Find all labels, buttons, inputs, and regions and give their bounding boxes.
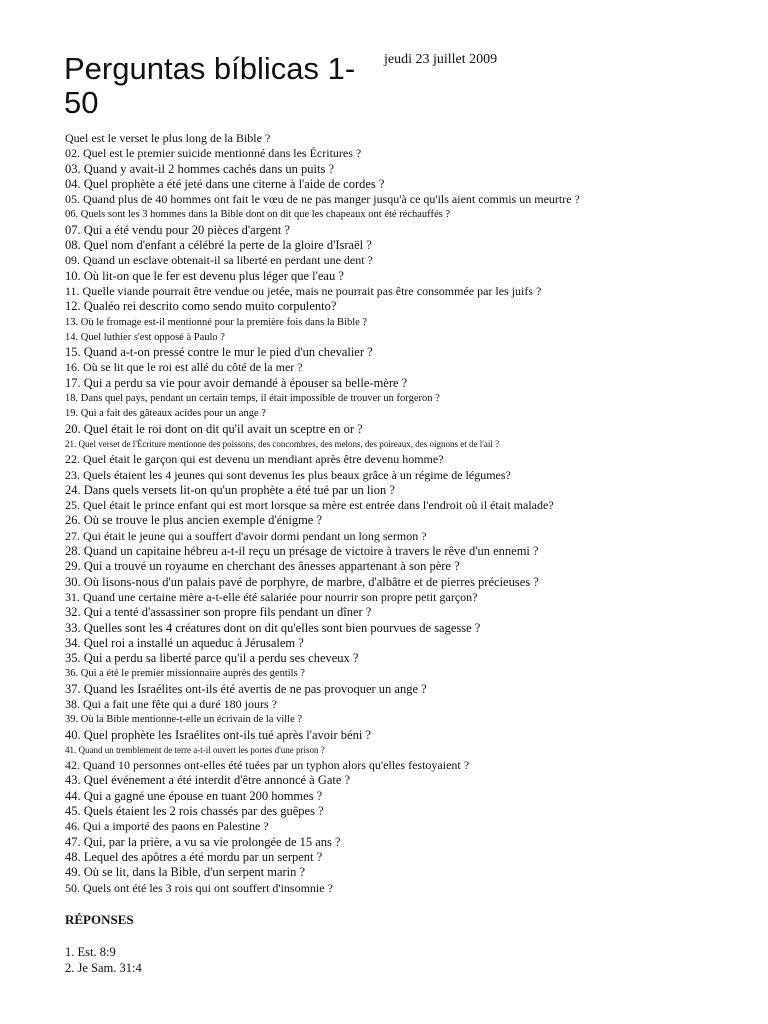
question-item: 26. Où se trouve le plus ancien exemple d'énigme ? <box>65 513 323 528</box>
question-item: 24. Dans quels versets lit-on qu'un prophète a été tué par un lion ? <box>65 482 395 497</box>
question-item: 21. Quel verset de l'Écriture mentionne des poissons, des concombres, des melons, des poireaux, des oignons et de l'ail ? <box>65 438 500 449</box>
page-title: Perguntas bíblicas 1-50 <box>64 51 356 120</box>
responses-heading: RÉPONSES <box>65 912 134 927</box>
question-item: 14. Quel luthier s'est opposé à Paulo ? <box>65 331 225 343</box>
question-item: 36. Qui a été le premier missionnaire auprès des gentils ? <box>65 668 305 680</box>
question-item: 11. Quelle viande pourrait être vendue ou jetée, mais ne pourrait pas être consommée par les juifs ? <box>65 283 542 298</box>
question-item: 40. Quel prophète les Israélites ont-ils tué après l'avoir béni ? <box>65 727 371 742</box>
question-item: 20. Quel était le roi dont on dit qu'il avait un sceptre en or ? <box>65 421 363 436</box>
question-item: 10. Où lit-on que le fer est devenu plus léger que l'eau ? <box>65 268 344 283</box>
answer-list <box>65 944 142 976</box>
question-item: 33. Quelles sont les 4 créatures dont on dit qu'elles sont bien pourvues de sagesse ? <box>65 620 481 635</box>
question-item: 32. Qui a tenté d'assassiner son propre fils pendant un dîner ? <box>65 605 372 620</box>
question-item: 18. Dans quel pays, pendant un certain temps, il était impossible de trouver un forgeron ? <box>65 393 440 405</box>
question-item: 09. Quand un esclave obtenait-il sa liberté en perdant une dent ? <box>65 253 373 268</box>
answer-item: 2. Je Sam. 31:4 <box>65 961 142 975</box>
question-item: 43. Quel événement a été interdit d'être annoncé à Gate ? <box>65 773 351 788</box>
question-item: 31. Quand une certaine mère a-t-elle été salariée pour nourrir son propre petit garçon? <box>65 589 478 604</box>
question-item: 22. Quel était le garçon qui est devenu un mendiant après être devenu homme? <box>65 452 444 467</box>
question-item: 34. Quel roi a installé un aqueduc à Jérusalem ? <box>65 635 304 650</box>
post-date: jeudi 23 juillet 2009 <box>384 52 498 67</box>
question-item: 23. Quels étaient les 4 jeunes qui sont devenus les plus beaux grâce à un régime de légumes? <box>65 467 511 482</box>
question-item: 44. Qui a gagné une épouse en tuant 200 hommes ? <box>65 788 323 803</box>
question-item: 30. Où lisons-nous d'un palais pavé de porphyre, de marbre, d'albâtre et de pierres précieuses ? <box>65 574 539 589</box>
answer-item: 1. Est. 8:9 <box>65 945 116 959</box>
question-item: 07. Qui a été vendu pour 20 pièces d'argent ? <box>65 222 290 237</box>
question-item: 12. Qualéo rei descrito como sendo muito corpulento? <box>65 299 337 314</box>
question-item: 45. Quels étaient les 2 rois chassés par des guêpes ? <box>65 804 324 819</box>
question-item: 15. Quand a-t-on pressé contre le mur le pied d'un chevalier ? <box>65 345 373 360</box>
question-item: 03. Quand y avait-il 2 hommes cachés dans un puits ? <box>65 161 335 176</box>
question-item: 19. Qui a fait des gâteaux acides pour un ange ? <box>65 408 266 420</box>
question-item: 42. Quand 10 personnes ont-elles été tuées par un typhon alors qu'elles festoyaient ? <box>65 758 470 773</box>
question-list <box>65 131 755 896</box>
question-item: 17. Qui a perdu sa vie pour avoir demandé à épouser sa belle-mère ? <box>65 375 408 390</box>
question-item: 25. Quel était le prince enfant qui est mort lorsque sa mère est entrée dans l'endroit où il était malade? <box>65 498 554 513</box>
question-item: 47. Qui, par la prière, a vu sa vie prolongée de 15 ans ? <box>65 834 341 849</box>
question-item: 28. Quand un capitaine hébreu a-t-il reçu un présage de victoire à travers le rêve d'un ennemi ? <box>65 544 539 559</box>
question-item: Quel est le verset le plus long de la Bible ? <box>65 131 271 145</box>
question-item: 16. Où se lit que le roi est allé du côté de la mer ? <box>65 360 303 375</box>
question-item: 41. Quand un tremblement de terre a-t-il ouvert les portes d'une prison ? <box>65 744 325 755</box>
question-item: 13. Où le fromage est-il mentionné pour la première fois dans la Bible ? <box>65 316 368 328</box>
question-item: 49. Où se lit, dans la Bible, d'un serpent marin ? <box>65 865 306 880</box>
question-item: 35. Qui a perdu sa liberté parce qu'il a perdu ses cheveux ? <box>65 651 359 666</box>
question-item: 08. Quel nom d'enfant a célébré la perte de la gloire d'Israël ? <box>65 238 372 253</box>
question-item: 37. Quand les Israélites ont-ils été avertis de ne pas provoquer un ange ? <box>65 681 427 696</box>
question-item: 27. Qui était le jeune qui a souffert d'avoir dormi pendant un long sermon ? <box>65 528 427 543</box>
question-item: 06. Quels sont les 3 hommes dans la Bible dont on dit que les chapeaux ont été réchauffés ? <box>65 209 451 221</box>
question-item: 05. Quand plus de 40 hommes ont fait le vœu de ne pas manger jusqu'à ce qu'ils aient commis un meurtre ? <box>65 192 580 207</box>
question-item: 46. Qui a importé des paons en Palestine ? <box>65 819 269 834</box>
question-item: 38. Qui a fait une fête qui a duré 180 jours ? <box>65 696 277 711</box>
question-item: 04. Quel prophète a été jeté dans une citerne à l'aide de cordes ? <box>65 176 385 191</box>
question-item: 29. Qui a trouvé un royaume en cherchant des ânesses appartenant à son père ? <box>65 559 460 574</box>
question-item: 50. Quels ont été les 3 rois qui ont souffert d'insomnie ? <box>65 880 333 895</box>
question-item: 02. Quel est le premier suicide mentionné dans les Écritures ? <box>65 146 362 161</box>
question-item: 39. Où la Bible mentionne-t-elle un écrivain de la ville ? <box>65 714 303 726</box>
question-item: 48. Lequel des apôtres a été mordu par un serpent ? <box>65 849 323 864</box>
